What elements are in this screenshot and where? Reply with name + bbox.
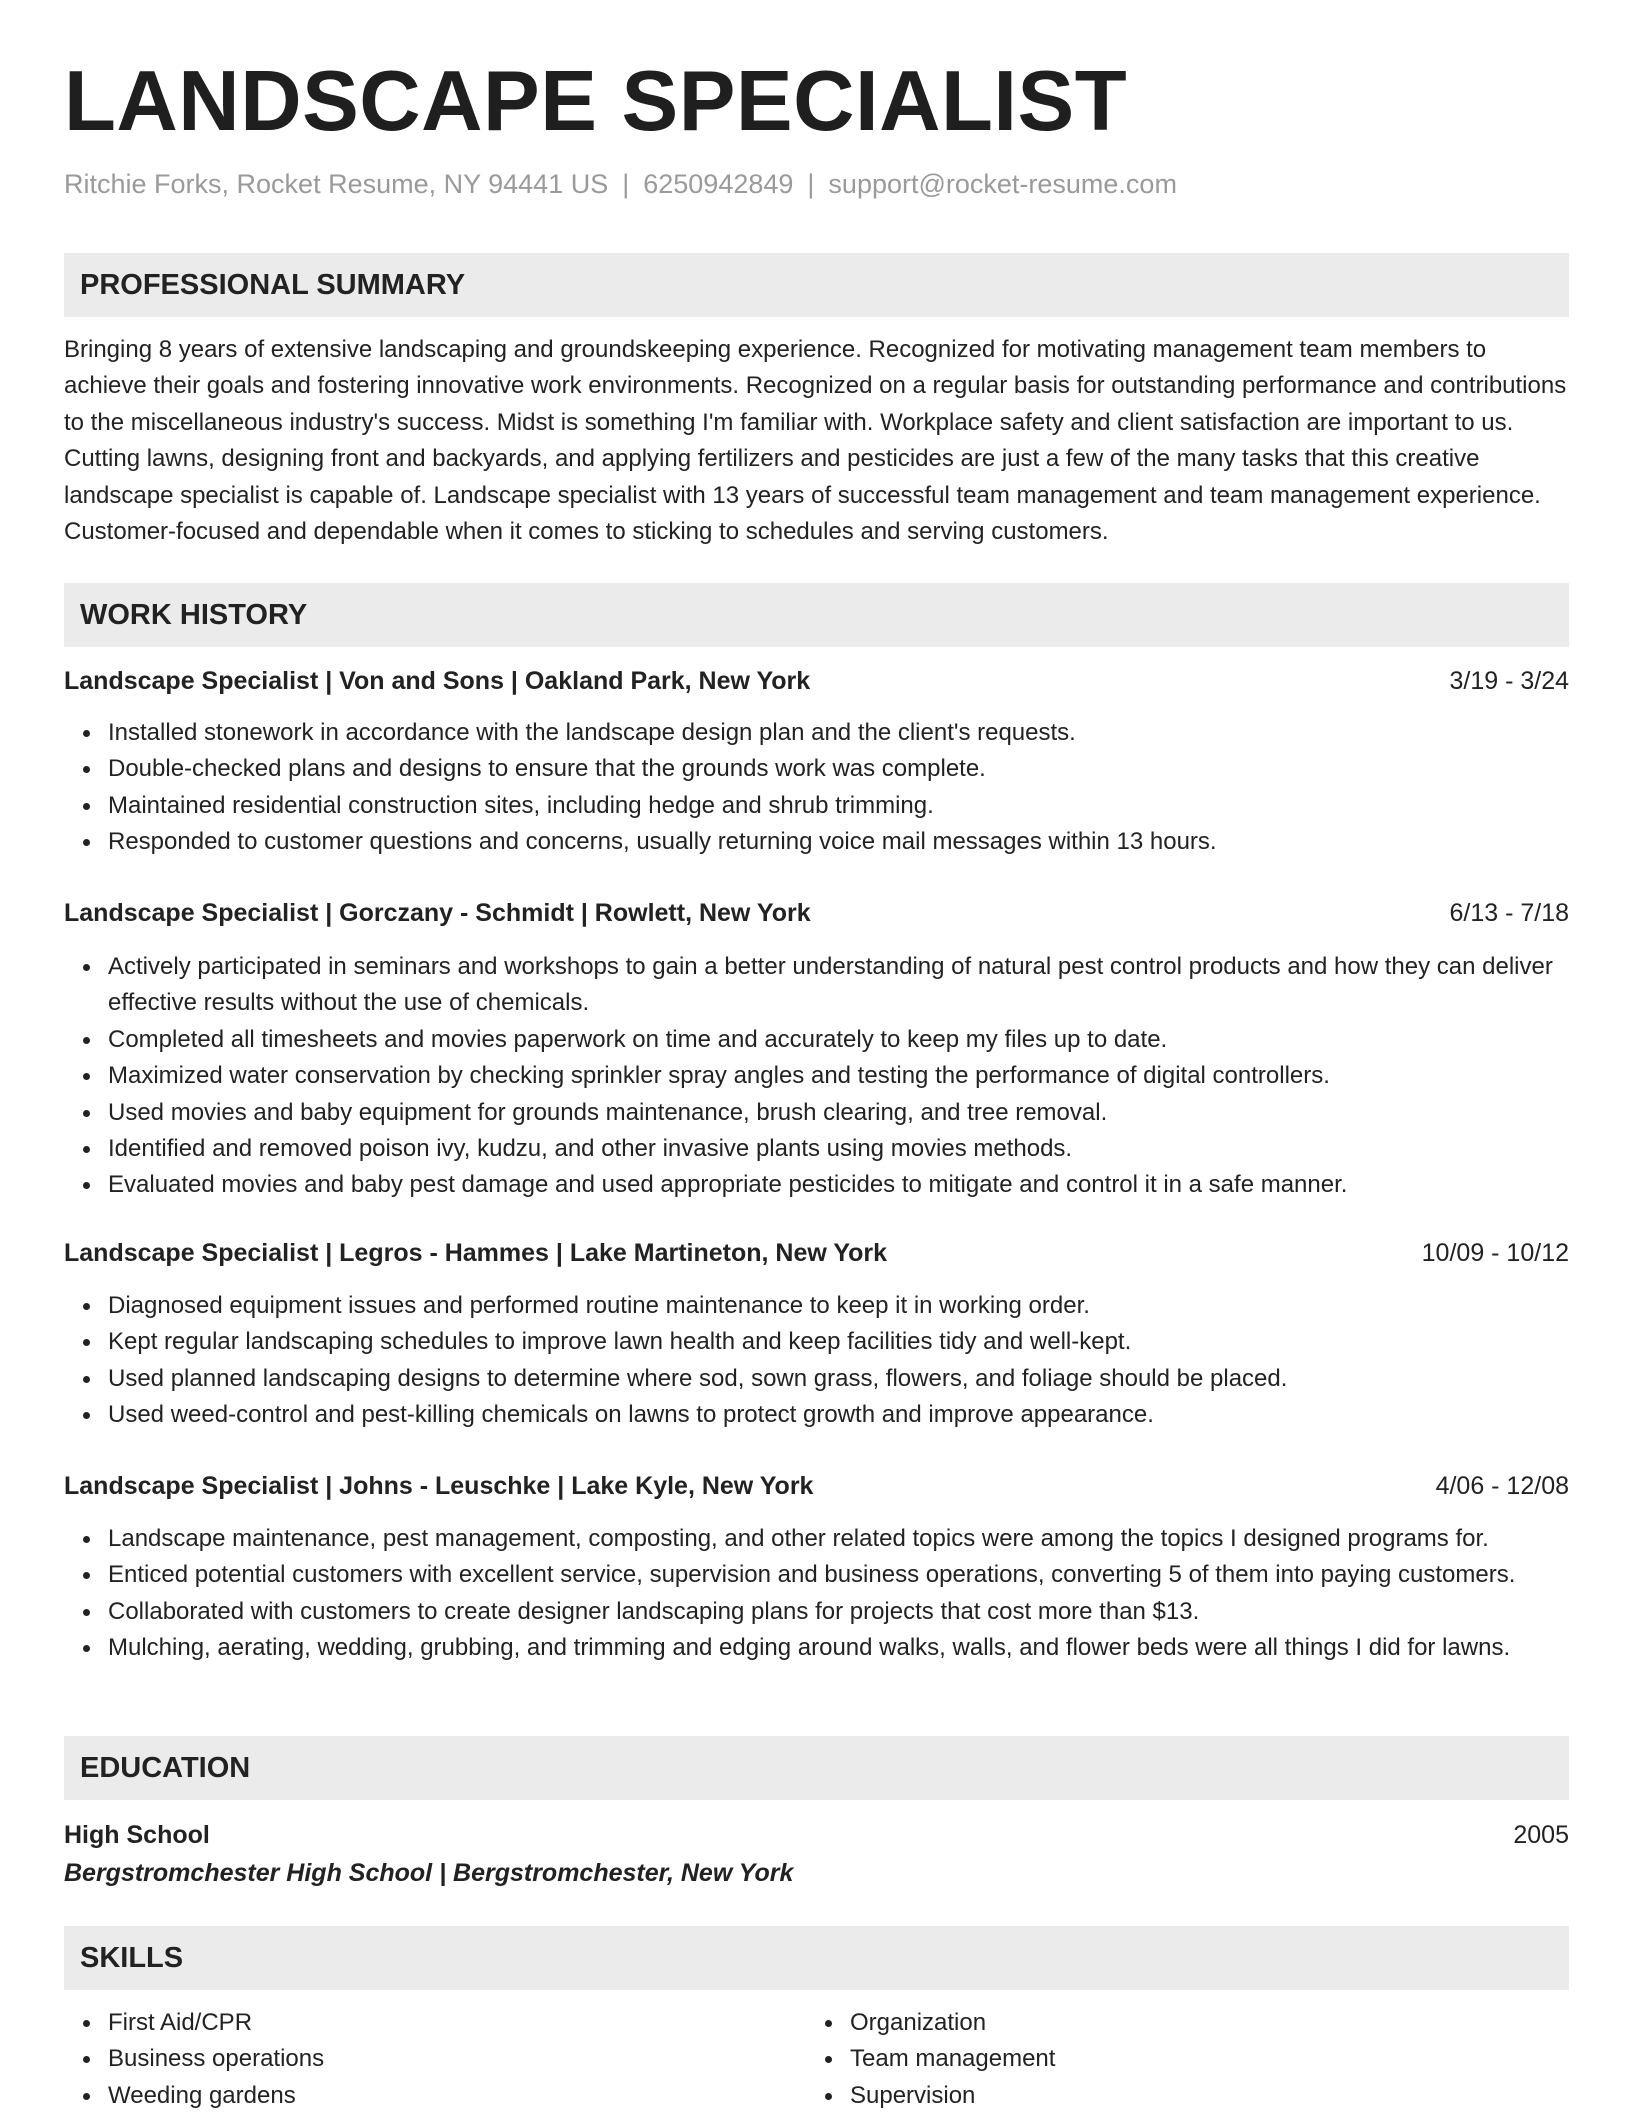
job-bullet: Maximized water conservation by checking sprinkler spray angles and testing the performance of digital controllers. xyxy=(108,1058,1569,1094)
job-bullet: Installed stonework in accordance with the landscape design plan and the client's requests. xyxy=(108,715,1569,751)
job-dates: 3/19 - 3/24 xyxy=(1449,667,1569,695)
education-year: 2005 xyxy=(1513,1821,1569,1849)
skill-item: Weeding gardens xyxy=(108,2078,784,2114)
contact-separator: | xyxy=(807,169,815,199)
job-bullet: Actively participated in seminars and workshops to gain a better understanding of natural pest control products and how they can deliver effective results without the use of chemicals. xyxy=(108,949,1569,1022)
contact-address: Ritchie Forks, Rocket Resume, NY 94441 US xyxy=(64,169,609,199)
job-bullet: Mulching, aerating, wedding, grubbing, and trimming and edging around walks, walls, and flower beds were all things I did for lawns. xyxy=(108,1630,1569,1666)
education-section-header xyxy=(64,1736,1569,1800)
job-title: Landscape Specialist | Gorczany - Schmidt | Rowlett, New York xyxy=(64,899,811,927)
job-header xyxy=(64,895,1569,931)
education-heading: EDUCATION xyxy=(80,1752,251,1784)
education-header xyxy=(64,1817,1569,1853)
job-title: Landscape Specialist | Johns - Leuschke | Lake Kyle, New York xyxy=(64,1472,814,1500)
contact-phone: 6250942849 xyxy=(643,169,794,199)
job-bullets xyxy=(64,715,1569,861)
summary-text: Bringing 8 years of extensive landscaping and groundskeeping experience. Recognized for motivating management team members to achieve their goals and fostering innovative work environments. Recognized on a regular basis for outstanding performance and contributions to the miscellaneous industry's success. Midst is something I'm familiar with. Workplace safety and client satisfaction are important to us. Cutting lawns, designing front and backyards, and applying fertilizers and pesticides are just a few of the many tasks that this creative landscape specialist is capable of. Landscape specialist with 13 years of successful team management and team management experience. Customer-focused and dependable when it comes to sticking to schedules and serving customers. xyxy=(64,336,1567,546)
job-bullet: Used movies and baby equipment for grounds maintenance, brush clearing, and tree removal. xyxy=(108,1095,1569,1131)
skill-item: Business operations xyxy=(108,2041,784,2077)
work-history-section-header xyxy=(64,583,1569,647)
job-bullet: Maintained residential construction sites, including hedge and shrub trimming. xyxy=(108,788,1569,824)
job-title: Landscape Specialist | Von and Sons | Oakland Park, New York xyxy=(64,667,811,695)
job-bullets xyxy=(64,1288,1569,1434)
contact-line xyxy=(64,166,1177,202)
job-bullet: Evaluated movies and baby pest damage and used appropriate pesticides to mitigate and control it in a safe manner. xyxy=(108,1167,1569,1203)
job-bullet: Diagnosed equipment issues and performed routine maintenance to keep it in working order. xyxy=(108,1288,1569,1324)
skills-list-left xyxy=(64,2005,784,2114)
job-bullet: Used planned landscaping designs to determine where sod, sown grass, flowers, and foliage should be placed. xyxy=(108,1361,1569,1397)
skill-item: First Aid/CPR xyxy=(108,2005,784,2041)
summary-heading: PROFESSIONAL SUMMARY xyxy=(80,269,466,301)
job-bullet: Double-checked plans and designs to ensure that the grounds work was complete. xyxy=(108,751,1569,787)
skills-heading: SKILLS xyxy=(80,1942,184,1974)
job-bullet: Responded to customer questions and concerns, usually returning voice mail messages within 13 hours. xyxy=(108,824,1569,860)
job-dates: 6/13 - 7/18 xyxy=(1449,899,1569,927)
job-bullet: Identified and removed poison ivy, kudzu, and other invasive plants using movies methods. xyxy=(108,1131,1569,1167)
job-header xyxy=(64,1468,1569,1504)
job-bullet: Collaborated with customers to create designer landscaping plans for projects that cost more than $13. xyxy=(108,1594,1569,1630)
job-dates: 10/09 - 10/12 xyxy=(1421,1239,1569,1267)
contact-email: support@rocket-resume.com xyxy=(828,169,1177,199)
job-dates: 4/06 - 12/08 xyxy=(1435,1472,1569,1500)
job-header xyxy=(64,1235,1569,1271)
skills-section-header xyxy=(64,1926,1569,1990)
job-bullet: Used weed-control and pest-killing chemicals on lawns to protect growth and improve appearance. xyxy=(108,1397,1569,1433)
work-history-heading: WORK HISTORY xyxy=(80,599,308,631)
summary-section-header xyxy=(64,253,1569,317)
education-school: Bergstromchester High School | Bergstromchester, New York xyxy=(64,1859,794,1887)
job-bullet: Kept regular landscaping schedules to improve lawn health and keep facilities tidy and well-kept. xyxy=(108,1324,1569,1360)
job-title: Landscape Specialist | Legros - Hammes | Lake Martineton, New York xyxy=(64,1239,888,1267)
skill-item: Organization xyxy=(850,2005,1526,2041)
contact-separator: | xyxy=(622,169,630,199)
skill-item: Supervision xyxy=(850,2078,1526,2114)
job-bullet: Completed all timesheets and movies paperwork on time and accurately to keep my files up to date. xyxy=(108,1022,1569,1058)
job-header xyxy=(64,663,1569,699)
skills-list-right xyxy=(806,2005,1526,2114)
education-degree: High School xyxy=(64,1821,210,1849)
job-bullets xyxy=(64,1521,1569,1667)
skill-item: Team management xyxy=(850,2041,1526,2077)
job-bullet: Landscape maintenance, pest management, composting, and other related topics were among the topics I designed programs for. xyxy=(108,1521,1569,1557)
job-bullets xyxy=(64,949,1569,1204)
resume-name: LANDSCAPE SPECIALIST xyxy=(64,54,1128,149)
job-bullet: Enticed potential customers with excellent service, supervision and business operations, converting 5 of them into paying customers. xyxy=(108,1557,1569,1593)
